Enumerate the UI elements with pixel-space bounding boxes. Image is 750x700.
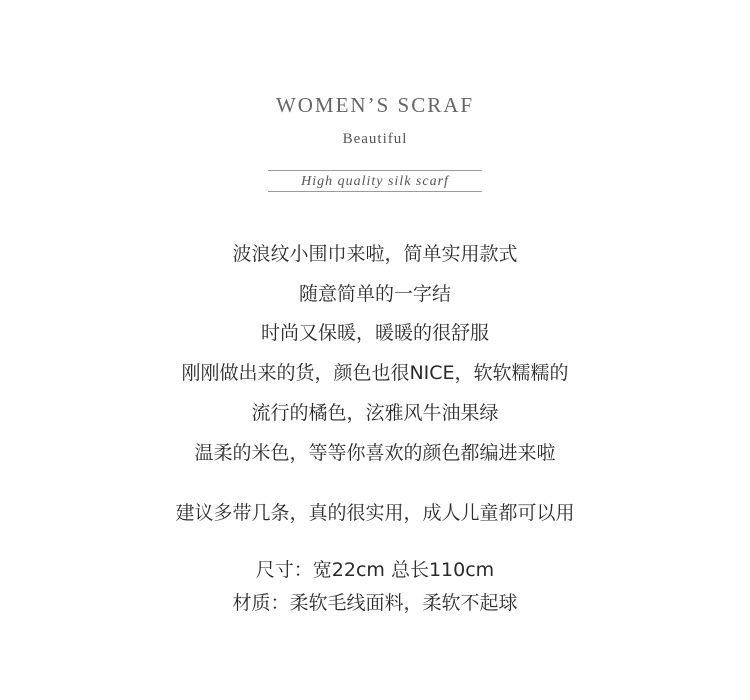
material-spec: 材质：柔软毛线面料，柔软不起球 [232,592,518,614]
recommendation-text: 建议多带几条，真的很实用，成人儿童都可以用 [175,502,575,524]
description-line: 刚刚做出来的货，颜色也很NICE，软软糯糯的 [181,362,569,384]
tagline-bottom-divider [268,191,482,192]
description-line: 随意简单的一字结 [298,283,451,305]
description-line: 时尚又保暖，暖暖的很舒服 [260,322,489,344]
page-title: WOMEN’S SCRAF [275,93,475,117]
description-line: 温柔的米色，等等你喜欢的颜色都编进来啦 [194,442,556,464]
tagline-top-divider [268,170,482,171]
tagline-banner [268,170,482,192]
page-subtitle: Beautiful [342,131,408,147]
tagline-text: High quality silk scarf [301,174,449,189]
size-spec: 尺寸：宽22cm 总长110cm [255,559,495,581]
description-line: 波浪纹小围巾来啦，简单实用款式 [232,243,518,265]
description-line: 流行的橘色，泫雅风牛油果绿 [251,402,499,424]
